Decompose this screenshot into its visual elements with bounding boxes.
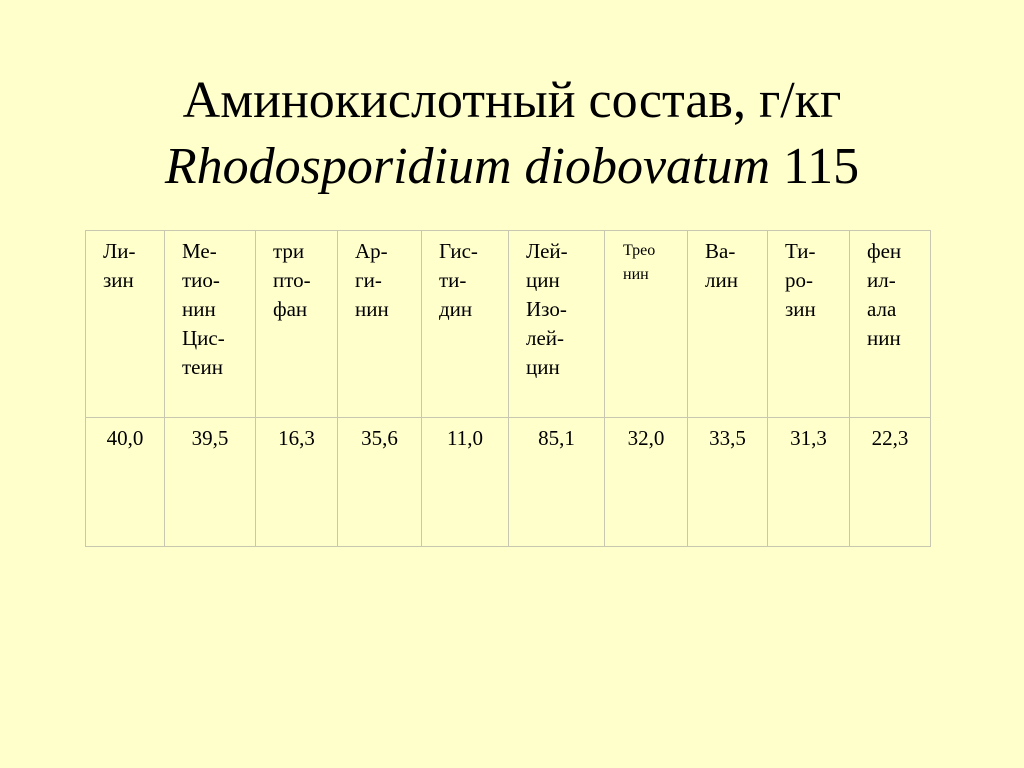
species-name: Rhodosporidium diobovatum bbox=[164, 138, 771, 195]
header-cell-leucine-isoleucine: Лей- цин Изо- лей- цин bbox=[509, 231, 605, 418]
title-line-2 bbox=[0, 134, 1024, 200]
values-row bbox=[86, 418, 931, 547]
value-cell-threonine: 32,0 bbox=[605, 418, 688, 547]
value-cell-valine: 33,5 bbox=[688, 418, 768, 547]
value-cell-methionine-cysteine: 39,5 bbox=[165, 418, 256, 547]
value-cell-histidine: 11,0 bbox=[422, 418, 509, 547]
value-cell-leucine-isoleucine: 85,1 bbox=[509, 418, 605, 547]
slide-title bbox=[0, 68, 1024, 200]
header-cell-methionine-cysteine: Ме- тио- нин Цис- теин bbox=[165, 231, 256, 418]
header-row bbox=[86, 231, 931, 418]
header-cell-phenylalanine: фен ил- ала нин bbox=[850, 231, 931, 418]
header-cell-tryptophan: три пто- фан bbox=[256, 231, 338, 418]
header-cell-lysine: Ли- зин bbox=[86, 231, 165, 418]
value-cell-lysine: 40,0 bbox=[86, 418, 165, 547]
value-cell-tryptophan: 16,3 bbox=[256, 418, 338, 547]
value-cell-arginine: 35,6 bbox=[338, 418, 422, 547]
header-cell-tyrosine: Ти- ро- зин bbox=[768, 231, 850, 418]
header-cell-arginine: Ар- ги- нин bbox=[338, 231, 422, 418]
value-cell-phenylalanine: 22,3 bbox=[850, 418, 931, 547]
amino-acid-table bbox=[85, 230, 931, 547]
value-cell-tyrosine: 31,3 bbox=[768, 418, 850, 547]
header-cell-histidine: Гис- ти- дин bbox=[422, 231, 509, 418]
header-cell-threonine: Трео нин bbox=[605, 231, 688, 418]
strain-number: 115 bbox=[770, 138, 860, 195]
title-line-1: Аминокислотный состав, г/кг bbox=[182, 72, 842, 129]
header-cell-valine: Ва- лин bbox=[688, 231, 768, 418]
